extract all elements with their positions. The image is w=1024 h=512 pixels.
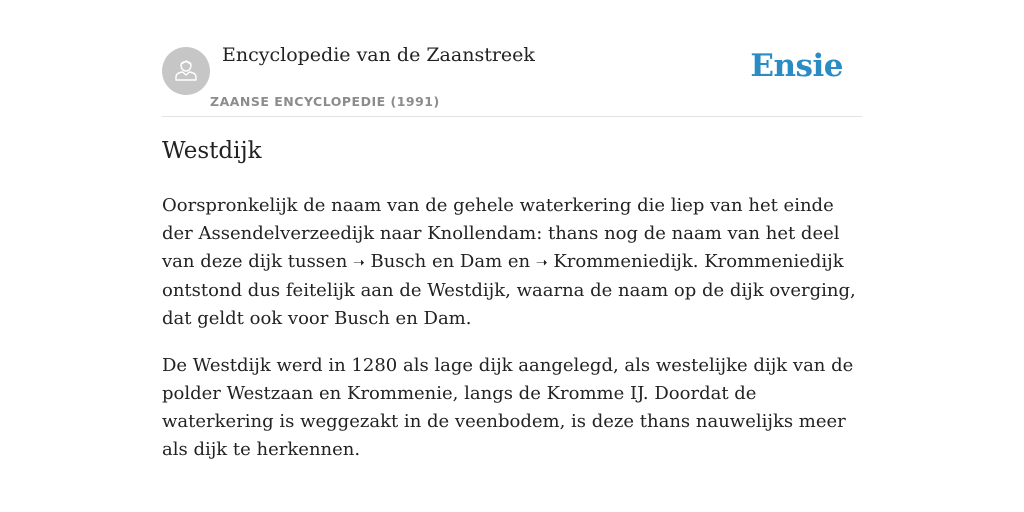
source-header <box>162 0 862 117</box>
source-subtitle: ZAANSE ENCYCLOPEDIE (1991) <box>210 94 440 109</box>
paragraph-1-text-a: Oorspronkelijk de naam van de gehele waterkering die liep van het einde der Assendelverzeedijk naar Knollendam: thans nog de naam van het deel van deze dijk tussen <box>162 195 840 272</box>
source-avatar[interactable] <box>162 47 210 95</box>
paragraph-1-text-b: en <box>502 251 536 272</box>
link-krommeniedijk[interactable]: Krommeniedijk <box>553 251 693 272</box>
user-icon <box>172 55 200 88</box>
arrow-right-icon: ➝ <box>535 255 548 271</box>
source-title[interactable]: Encyclopedie van de Zaanstreek <box>222 44 535 66</box>
paragraph-1-text-c: . Krommeniedijk ontstond dus feitelijk aan de Westdijk, waarna de naam op de dijk overging, dat geldt ook voor Busch en Dam. <box>162 251 856 329</box>
brand-logo[interactable]: Ensie <box>750 48 843 84</box>
paragraph-2: De Westdijk werd in 1280 als lage dijk aangelegd, als westelijke dijk van de polder Westzaan en Krommenie, langs de Kromme IJ. Doordat de waterkering is weggezakt in de veenbodem, is deze thans nauwelijks meer als dijk te herkennen. <box>162 355 854 460</box>
arrow-right-icon: ➝ <box>353 255 365 271</box>
paragraph-1 <box>162 192 862 333</box>
article-title: Westdijk <box>162 138 262 164</box>
link-busch-en-dam[interactable]: Busch en Dam <box>370 251 503 272</box>
article-body <box>162 192 862 483</box>
